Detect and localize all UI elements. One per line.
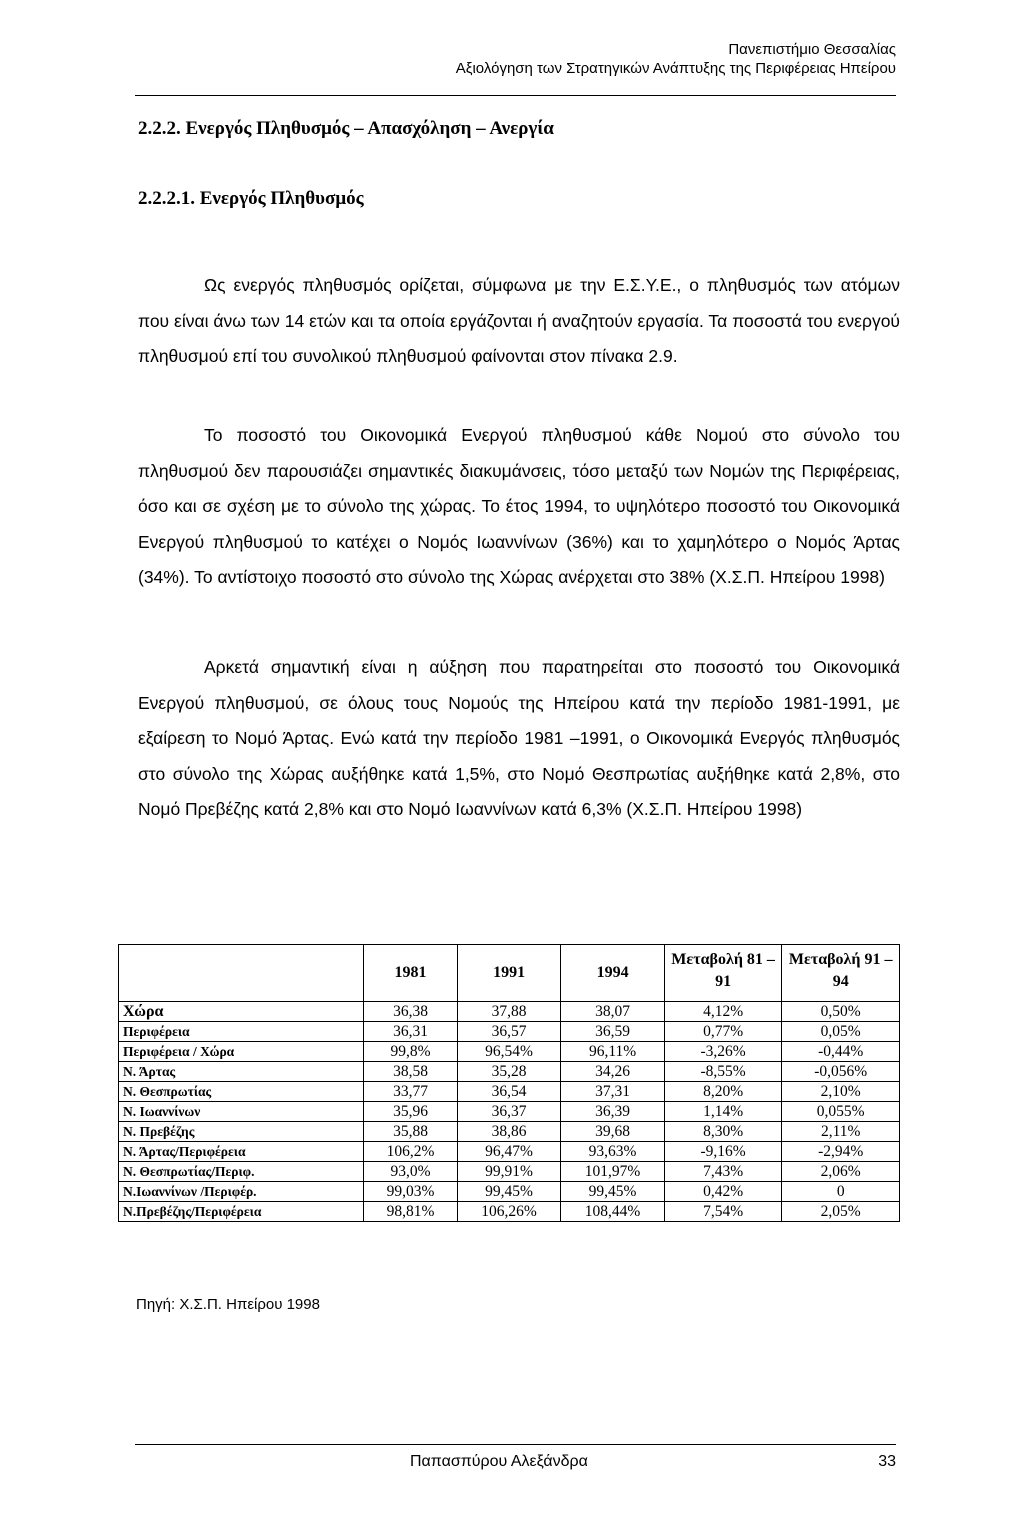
table-header-cell: Μεταβολή 91 – 94 xyxy=(782,945,900,1002)
table-cell: 99,91% xyxy=(457,1162,561,1182)
table-row xyxy=(119,1162,900,1182)
header-divider xyxy=(135,95,896,96)
table-header-cell xyxy=(119,945,364,1002)
row-label: Ν. Θεσπρωτίας xyxy=(119,1082,364,1102)
table-cell: 8,20% xyxy=(664,1082,782,1102)
table-cell: 36,38 xyxy=(364,1002,458,1022)
paragraph-text: Αρκετά σημαντική είναι η αύξηση που παρατηρείται στο ποσοστό του Οικονομικά Ενεργού πληθυσμού, σε όλους τους Νομούς της Ηπείρου κατά την περίοδο 1981-1991, με εξαίρεση το Νομό Άρτας. Ενώ κατά την περίοδο 1981 –1991, ο Οικονομικά Ενεργός πληθυσμός στο σύνολο της Χώρας αυξήθηκε κατά 1,5%, στο Νομό Θεσπρωτίας αυξήθηκε κατά 2,8%, στο Νομό Πρεβέζης κατά 2,8% και στο Νομό Ιωαννίνων κατά 6,3% (Χ.Σ.Π. Ηπείρου 1998) xyxy=(138,657,900,819)
table-cell: 2,10% xyxy=(782,1082,900,1102)
paragraph-text: Ως ενεργός πληθυσμός ορίζεται, σύμφωνα με την Ε.Σ.Υ.Ε., ο πληθυσμός των ατόμων που είναι άνω των 14 ετών και τα οποία εργάζονται ή αναζητούν εργασία. Τα ποσοστά του ενεργού πληθυσμού επί του συνολικού πληθυσμού φαίνονται στον πίνακα 2.9. xyxy=(138,275,900,366)
table-header-cell: 1994 xyxy=(561,945,665,1002)
row-label: Ν.Ιωαννίνων /Περιφέρ. xyxy=(119,1182,364,1202)
table-cell: 99,03% xyxy=(364,1182,458,1202)
table-cell: 96,54% xyxy=(457,1042,561,1062)
table-cell: 35,96 xyxy=(364,1102,458,1122)
paragraph-3 xyxy=(138,650,900,828)
table-cell: 0,055% xyxy=(782,1102,900,1122)
table-row xyxy=(119,1102,900,1122)
table-cell: -9,16% xyxy=(664,1142,782,1162)
table-cell: 0,50% xyxy=(782,1002,900,1022)
row-label: Ν. Πρεβέζης xyxy=(119,1122,364,1142)
active-population-table xyxy=(118,944,900,1222)
footer-author: Παπασπύρου Αλεξάνδρα xyxy=(410,1453,588,1470)
table-cell: -8,55% xyxy=(664,1062,782,1082)
paragraph-1 xyxy=(138,268,900,375)
page-number: 33 xyxy=(878,1453,896,1470)
table-row xyxy=(119,1182,900,1202)
table-cell: 96,11% xyxy=(561,1042,665,1062)
table-cell: 96,47% xyxy=(457,1142,561,1162)
table-cell: 101,97% xyxy=(561,1162,665,1182)
table-header-cell: Μεταβολή 81 – 91 xyxy=(664,945,782,1002)
table-header-cell: 1991 xyxy=(457,945,561,1002)
table-cell: 34,26 xyxy=(561,1062,665,1082)
table-cell: 36,54 xyxy=(457,1082,561,1102)
table-row xyxy=(119,1062,900,1082)
table-cell: 1,14% xyxy=(664,1102,782,1122)
row-label: Περιφέρεια / Χώρα xyxy=(119,1042,364,1062)
table-cell: 35,88 xyxy=(364,1122,458,1142)
footer-divider xyxy=(135,1444,896,1445)
paragraph-2 xyxy=(138,418,900,596)
table-cell: 36,39 xyxy=(561,1102,665,1122)
table-cell: 38,07 xyxy=(561,1002,665,1022)
table-row xyxy=(119,1042,900,1062)
table-cell: -0,44% xyxy=(782,1042,900,1062)
table-cell: 2,05% xyxy=(782,1202,900,1222)
table-cell: 106,2% xyxy=(364,1142,458,1162)
table-cell: 37,88 xyxy=(457,1002,561,1022)
table-cell: 8,30% xyxy=(664,1122,782,1142)
table-cell: 99,45% xyxy=(561,1182,665,1202)
table-header-row xyxy=(119,945,900,1002)
table-source: Πηγή: Χ.Σ.Π. Ηπείρου 1998 xyxy=(136,1296,320,1313)
table-cell: 38,86 xyxy=(457,1122,561,1142)
section-heading: 2.2.2. Ενεργός Πληθυσμός – Απασχόληση – Ανεργία xyxy=(138,118,554,139)
table-cell: 99,45% xyxy=(457,1182,561,1202)
table-cell: 36,31 xyxy=(364,1022,458,1042)
table-cell: -2,94% xyxy=(782,1142,900,1162)
table-cell: 36,37 xyxy=(457,1102,561,1122)
table-header-cell: 1981 xyxy=(364,945,458,1002)
table-cell: 0 xyxy=(782,1182,900,1202)
table-row xyxy=(119,1082,900,1102)
table-cell: -0,056% xyxy=(782,1062,900,1082)
table-row xyxy=(119,1142,900,1162)
table-cell: 0,42% xyxy=(664,1182,782,1202)
table-cell: 2,11% xyxy=(782,1122,900,1142)
table-cell: 36,57 xyxy=(457,1022,561,1042)
row-label: Περιφέρεια xyxy=(119,1022,364,1042)
table-cell: 98,81% xyxy=(364,1202,458,1222)
table-cell: 38,58 xyxy=(364,1062,458,1082)
row-label: Ν. Θεσπρωτίας/Περιφ. xyxy=(119,1162,364,1182)
table-cell: 99,8% xyxy=(364,1042,458,1062)
table-cell: 33,77 xyxy=(364,1082,458,1102)
table-cell: 2,06% xyxy=(782,1162,900,1182)
table-cell: 7,43% xyxy=(664,1162,782,1182)
page-header xyxy=(136,40,896,78)
table-cell: 0,05% xyxy=(782,1022,900,1042)
table-cell: 4,12% xyxy=(664,1002,782,1022)
table-cell: 7,54% xyxy=(664,1202,782,1222)
table-cell: 35,28 xyxy=(457,1062,561,1082)
table-row xyxy=(119,1202,900,1222)
table-cell: -3,26% xyxy=(664,1042,782,1062)
table-cell: 108,44% xyxy=(561,1202,665,1222)
table-row xyxy=(119,1122,900,1142)
table-cell: 106,26% xyxy=(457,1202,561,1222)
table-row xyxy=(119,1022,900,1042)
row-label: Ν. Άρτας xyxy=(119,1062,364,1082)
table-cell: 39,68 xyxy=(561,1122,665,1142)
row-label: Ν. Ιωαννίνων xyxy=(119,1102,364,1122)
table-cell: 36,59 xyxy=(561,1022,665,1042)
table-cell: 37,31 xyxy=(561,1082,665,1102)
row-label: Ν.Πρεβέζης/Περιφέρεια xyxy=(119,1202,364,1222)
table-row xyxy=(119,1002,900,1022)
subsection-heading: 2.2.2.1. Ενεργός Πληθυσμός xyxy=(138,188,364,209)
table-cell: 0,77% xyxy=(664,1022,782,1042)
row-label: Ν. Άρτας/Περιφέρεια xyxy=(119,1142,364,1162)
table-cell: 93,63% xyxy=(561,1142,665,1162)
table-cell: 93,0% xyxy=(364,1162,458,1182)
header-title: Αξιολόγηση των Στρατηγικών Ανάπτυξης της Περιφέρειας Ηπείρου xyxy=(455,60,896,77)
paragraph-text: Το ποσοστό του Οικονομικά Ενεργού πληθυσμού κάθε Νομού στο σύνολο του πληθυσμού δεν παρουσιάζει σημαντικές διακυμάνσεις, τόσο μεταξύ των Νομών της Περιφέρειας, όσο και σε σχέση με το σύνολο της χώρας. Το έτος 1994, το υψηλότερο ποσοστό του Οικονομικά Ενεργού πληθυσμού το κατέχει ο Νομός Ιωαννίνων (36%) και το χαμηλότερο ο Νομός Άρτας (34%). Το αντίστοιχο ποσοστό στο σύνολο της Χώρας ανέρχεται στο 38% (Χ.Σ.Π. Ηπείρου 1998) xyxy=(138,425,900,587)
header-university: Πανεπιστήμιο Θεσσαλίας xyxy=(728,41,896,58)
row-label: Χώρα xyxy=(119,1002,364,1022)
